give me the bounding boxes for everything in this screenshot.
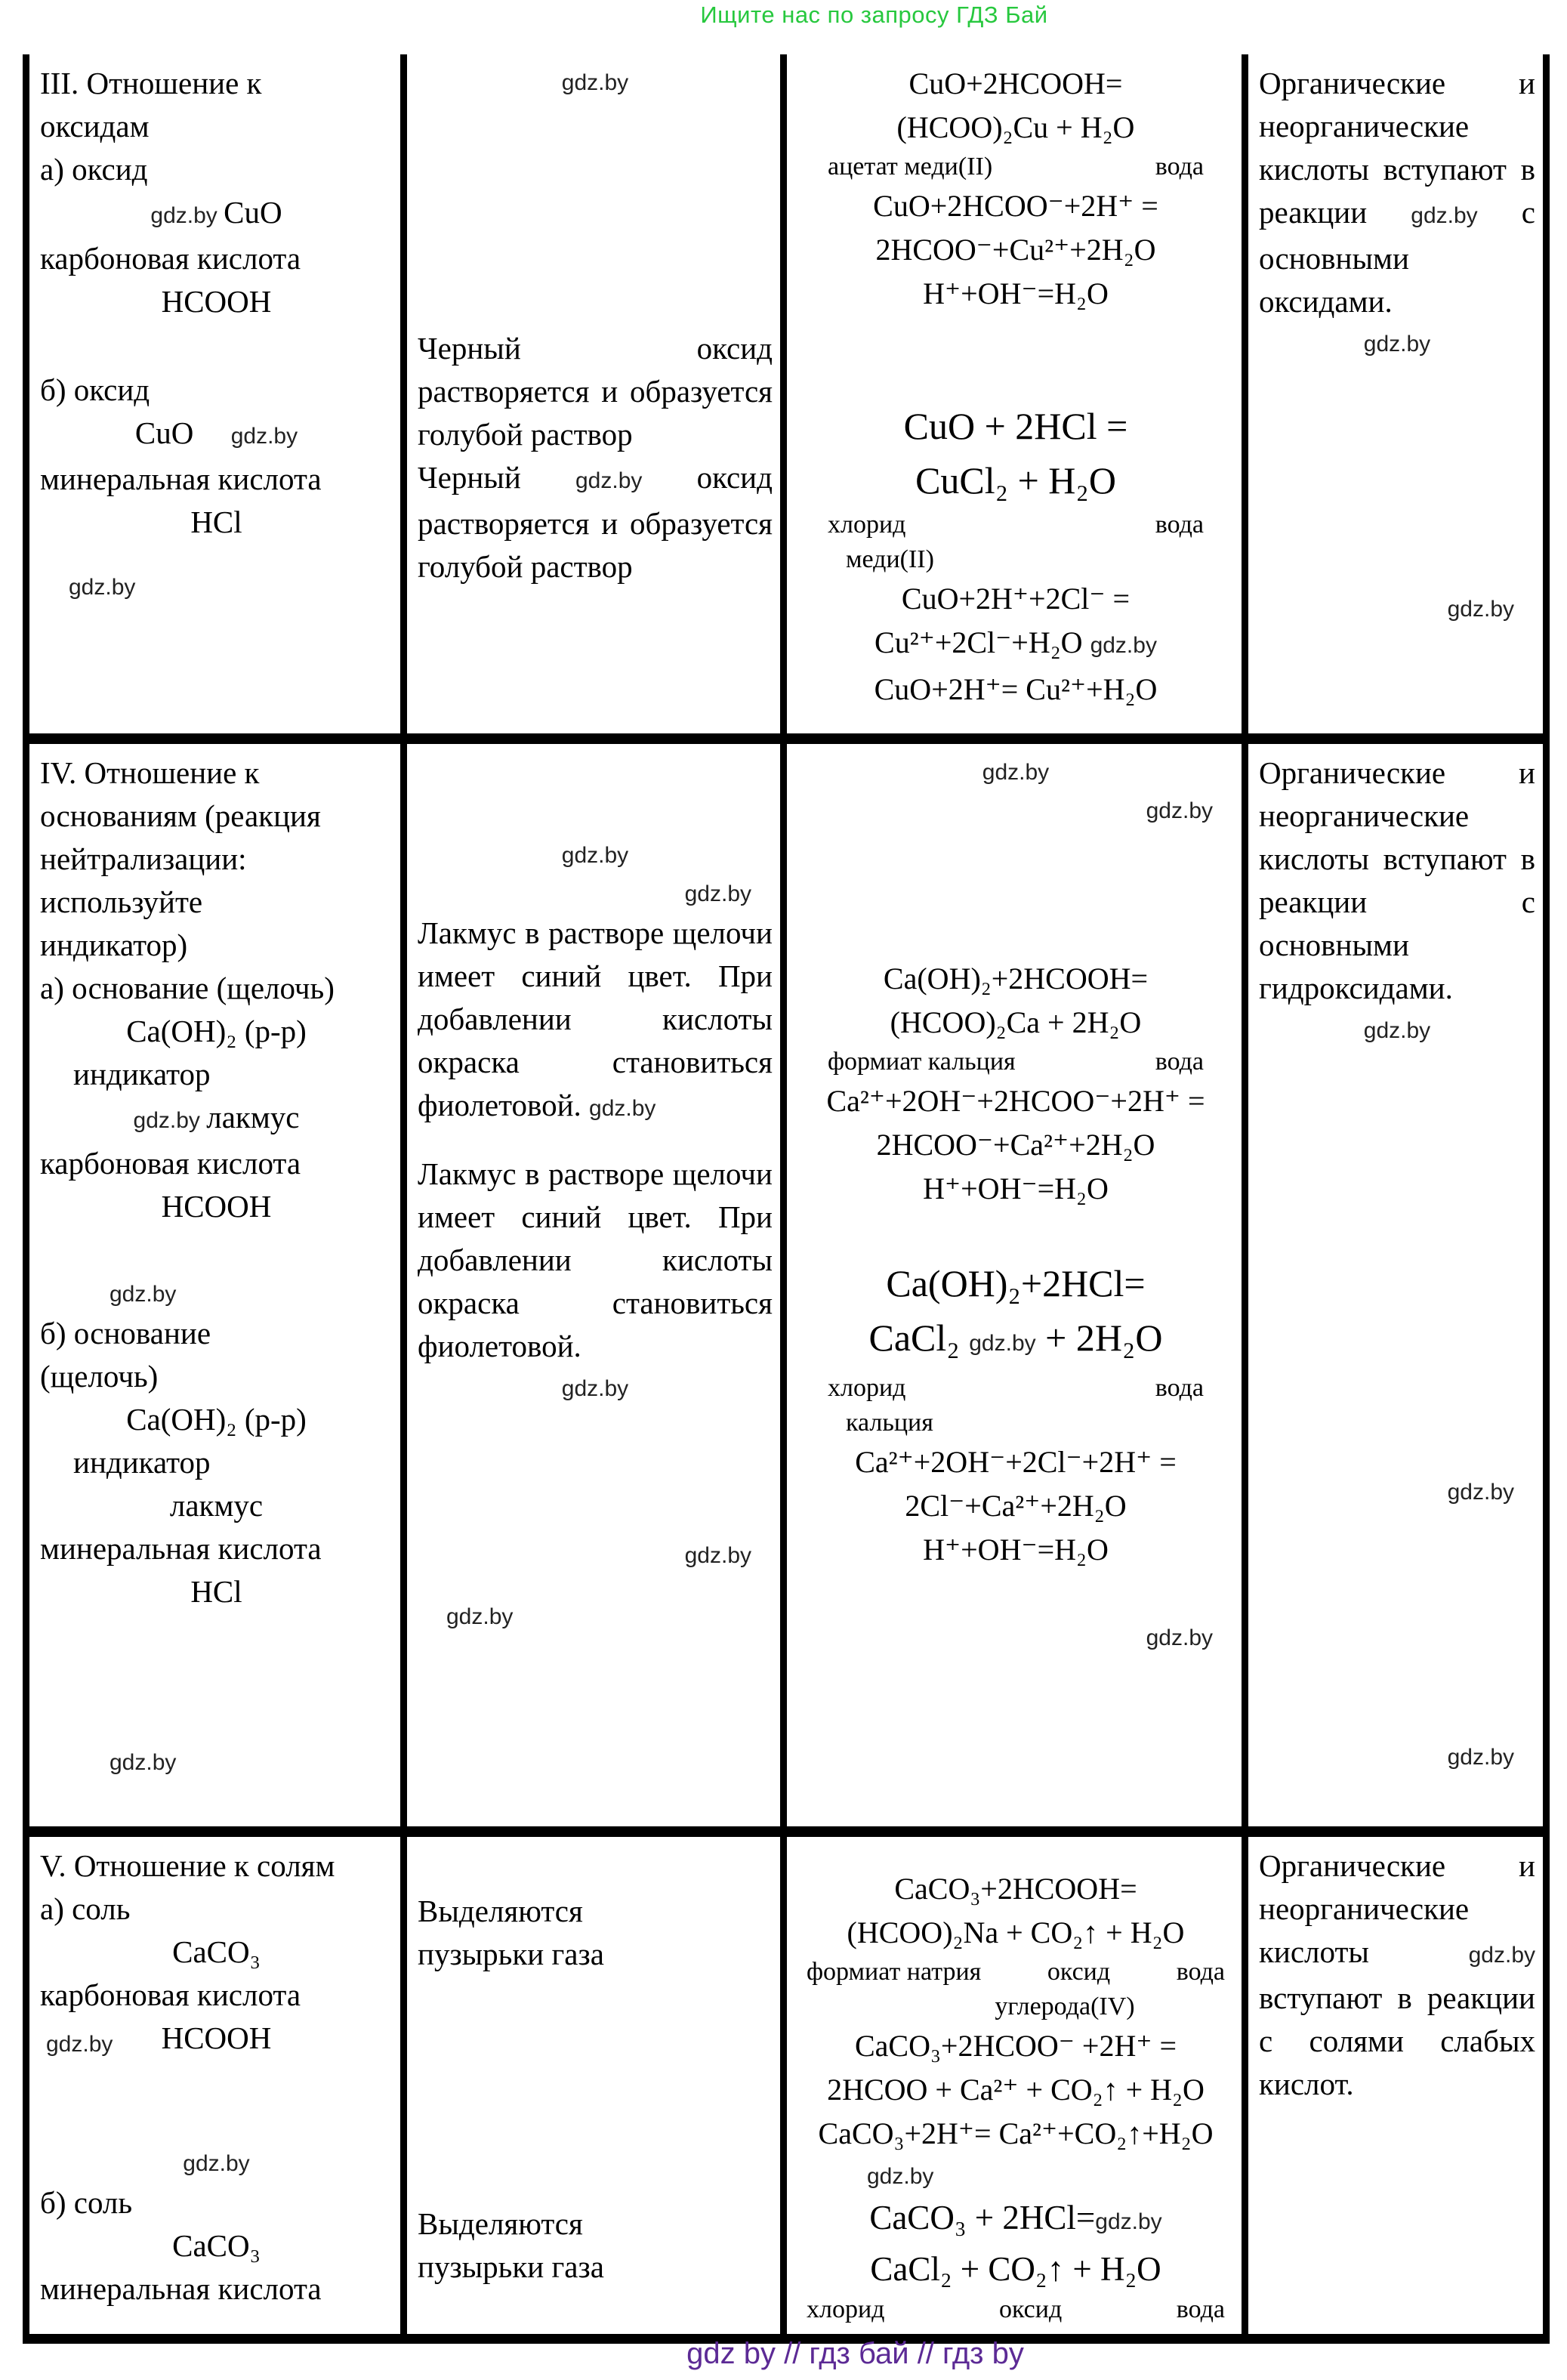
text-segment: используйте bbox=[40, 884, 203, 919]
watermark-line bbox=[418, 62, 773, 100]
text-segment: вода bbox=[1155, 1374, 1204, 1402]
text-segment: CaCO₃ bbox=[172, 2228, 261, 2263]
text-segment: кальция bbox=[846, 1409, 933, 1437]
text-line bbox=[418, 327, 773, 456]
text-segment: HCOOH bbox=[161, 284, 272, 319]
label-line bbox=[797, 1045, 1234, 1079]
equation-line bbox=[797, 1867, 1234, 1911]
text-segment: пузырьки газа bbox=[418, 1937, 604, 1971]
text-line bbox=[40, 1312, 393, 1355]
cell-salts-equations bbox=[787, 1837, 1248, 2334]
text-segment: Cu²⁺+2Cl⁻+H₂O bbox=[874, 625, 1090, 659]
text-segment: хлорид bbox=[828, 511, 906, 539]
text-segment: Ca²⁺+2OH⁻+2Cl⁻+2H⁺ = bbox=[855, 1445, 1177, 1479]
text-line bbox=[40, 280, 393, 323]
text-line bbox=[1259, 1844, 1535, 2106]
text-segment: 2Cl⁻+Ca²⁺+2H₂O bbox=[905, 1489, 1127, 1523]
spacer bbox=[797, 316, 1234, 399]
gdz-watermark: gdz.by bbox=[969, 1331, 1036, 1356]
cell-salts-conclusion bbox=[1248, 1837, 1543, 2334]
text-line bbox=[40, 1888, 393, 1931]
text-line bbox=[40, 2267, 393, 2311]
watermark-line bbox=[1259, 1010, 1535, 1048]
properties-table bbox=[23, 54, 1550, 2344]
equation-line bbox=[797, 1484, 1234, 1528]
text-segment: оксидам bbox=[40, 109, 150, 144]
gdz-watermark: gdz.by bbox=[589, 1096, 656, 1121]
text-segment: ацетат меди(II) bbox=[828, 153, 993, 181]
text-segment: CuO+2HCOO⁻+2H⁺ = bbox=[873, 189, 1158, 223]
equation-line bbox=[797, 1001, 1234, 1045]
watermark-line bbox=[797, 752, 1234, 790]
equation-line bbox=[797, 668, 1234, 712]
equation-line bbox=[797, 1440, 1234, 1484]
cell-oxides-observations bbox=[407, 54, 787, 744]
label-line bbox=[797, 1990, 1234, 2024]
spacer bbox=[797, 1211, 1234, 1256]
text-segment: CaCO₃ + 2HCl= bbox=[869, 2199, 1096, 2236]
gdz-watermark: gdz.by bbox=[561, 70, 629, 95]
gdz-watermark: gdz.by bbox=[1363, 332, 1431, 357]
text-segment: карбоновая кислота bbox=[40, 1977, 301, 2012]
cell-salts-observations bbox=[407, 1837, 787, 2334]
gdz-watermark: gdz.by bbox=[1447, 597, 1514, 622]
promo-banner: Ищите нас по запросу ГДЗ Бай bbox=[700, 2, 1048, 28]
spacer bbox=[418, 1573, 773, 1596]
gdz-watermark: gdz.by bbox=[183, 2151, 250, 2176]
gdz-watermark: gdz.by bbox=[1146, 798, 1213, 823]
text-segment: Органические и неорганические кислоты вступают в реакции bbox=[1259, 66, 1535, 230]
spacer bbox=[40, 1228, 393, 1273]
gdz-watermark: gdz.by bbox=[1095, 2209, 1162, 2234]
text-segment: а) основание (щелочь) bbox=[40, 971, 335, 1005]
text-line bbox=[40, 1398, 393, 1441]
text-segment: формиат кальция bbox=[828, 1048, 1016, 1076]
text-segment: а) соль bbox=[40, 1891, 131, 1926]
text-segment: Ca²⁺+2OH⁻+2HCOO⁻+2H⁺ = bbox=[826, 1084, 1205, 1118]
text-segment: минеральная кислота bbox=[40, 2271, 322, 2306]
text-segment: (HCOO)₂Cu + H₂O bbox=[896, 110, 1135, 144]
text-line bbox=[40, 1974, 393, 2017]
text-segment: пузырьки газа bbox=[418, 2249, 604, 2284]
equation-line bbox=[797, 577, 1234, 621]
text-line bbox=[40, 1185, 393, 1228]
watermark-line bbox=[1259, 323, 1535, 362]
equation-line bbox=[797, 1079, 1234, 1123]
text-segment: лакмус bbox=[169, 1488, 264, 1523]
text-line bbox=[40, 1096, 393, 1142]
watermark-line bbox=[797, 790, 1234, 829]
gdz-watermark: gdz.by bbox=[1411, 203, 1478, 228]
watermark-line bbox=[40, 2143, 393, 2181]
text-segment: H⁺+OH⁻=H₂O bbox=[923, 1533, 1109, 1567]
text-segment: CuO+2HCOOH= bbox=[908, 66, 1123, 100]
equation-line bbox=[797, 1911, 1234, 1955]
text-line bbox=[418, 912, 773, 1130]
spacer bbox=[1259, 1048, 1535, 1471]
text-segment: HCOOH bbox=[161, 1189, 272, 1224]
text-line bbox=[40, 1441, 393, 1484]
watermark-line bbox=[418, 835, 773, 873]
text-line bbox=[418, 2246, 773, 2289]
text-line bbox=[40, 369, 393, 412]
watermark-line bbox=[1259, 588, 1535, 627]
text-segment: формиат натрия bbox=[807, 1958, 982, 1986]
watermark-line bbox=[418, 1535, 773, 1573]
text-line bbox=[40, 2181, 393, 2224]
gdz-watermark: gdz.by bbox=[110, 1282, 177, 1307]
spacer bbox=[797, 829, 1234, 957]
gdz-watermark: gdz.by bbox=[46, 2032, 113, 2057]
text-segment: Ca(OH)₂ (р-р) bbox=[126, 1014, 307, 1048]
spacer bbox=[40, 544, 393, 566]
text-segment: хлорид bbox=[807, 2295, 885, 2323]
text-line bbox=[40, 1527, 393, 1570]
gdz-watermark: gdz.by bbox=[684, 881, 751, 906]
label-line bbox=[797, 542, 1234, 577]
equation-line bbox=[797, 184, 1234, 228]
text-segment: б) основание bbox=[40, 1316, 211, 1351]
equation-line bbox=[797, 957, 1234, 1001]
text-segment: с основными оксидами. bbox=[1259, 195, 1536, 319]
text-line bbox=[418, 1153, 773, 1368]
spacer bbox=[1259, 1510, 1535, 1736]
text-line bbox=[40, 795, 393, 838]
gdz-watermark: gdz.by bbox=[575, 468, 643, 493]
text-line bbox=[40, 62, 393, 105]
cell-bases-substances bbox=[29, 744, 407, 1837]
text-segment: б) оксид bbox=[40, 372, 150, 407]
text-segment: меди(II) bbox=[846, 545, 934, 573]
text-segment: карбоновая кислота bbox=[40, 1146, 301, 1181]
gdz-watermark: gdz.by bbox=[446, 1604, 514, 1629]
text-segment: оксид bbox=[998, 2295, 1063, 2323]
label-line bbox=[797, 150, 1234, 184]
text-segment: вступают в реакции с солями слабых кислот. bbox=[1259, 1980, 1535, 2101]
spacer bbox=[418, 1844, 773, 1890]
text-segment: CuO+2H⁺= Cu²⁺+H₂O bbox=[874, 672, 1158, 706]
text-segment: Черный оксид растворяется и образуется голубой раствор bbox=[418, 331, 773, 452]
text-segment: оксид растворяется и образуется голубой раствор bbox=[418, 460, 773, 584]
gdz-watermark: gdz.by bbox=[110, 1750, 177, 1775]
text-line bbox=[40, 1142, 393, 1185]
text-line bbox=[40, 838, 393, 881]
text-line bbox=[40, 752, 393, 795]
equation-line bbox=[797, 2194, 1234, 2246]
cell-salts-substances bbox=[29, 1837, 407, 2334]
watermark-line bbox=[797, 2156, 1234, 2194]
spacer bbox=[797, 1844, 1234, 1867]
equation-line bbox=[797, 228, 1234, 272]
gdz-watermark: gdz.by bbox=[1363, 1018, 1431, 1043]
text-segment: CuO bbox=[224, 195, 282, 230]
text-line bbox=[418, 1890, 773, 1933]
text-segment: Ca(OH)₂+2HCOOH= bbox=[883, 962, 1149, 996]
text-line bbox=[40, 1931, 393, 1974]
spacer bbox=[1259, 362, 1535, 588]
text-segment: CaCl₂ + CO₂↑ + H₂O bbox=[870, 2250, 1161, 2288]
text-segment: 2HCOO⁻+Cu²⁺+2H₂O bbox=[875, 233, 1156, 267]
text-segment: а) оксид bbox=[40, 152, 148, 187]
label-line bbox=[797, 1955, 1234, 1990]
text-segment: CaCO₃ bbox=[172, 1934, 261, 1969]
gdz-watermark: gdz.by bbox=[684, 1543, 751, 1568]
text-segment: минеральная кислота bbox=[40, 461, 322, 496]
text-segment: CuO + 2HCl = bbox=[903, 405, 1128, 447]
text-segment: HCl bbox=[190, 505, 242, 539]
text-segment: H⁺+OH⁻=H₂O bbox=[923, 276, 1109, 310]
text-line bbox=[40, 1570, 393, 1613]
cell-oxides-equations bbox=[787, 54, 1248, 744]
gdz-watermark: gdz.by bbox=[982, 760, 1050, 785]
gdz-watermark: gdz.by bbox=[561, 843, 629, 868]
equation-line bbox=[797, 1256, 1234, 1310]
text-line bbox=[40, 1010, 393, 1053]
text-line bbox=[40, 191, 393, 237]
text-segment: CuO bbox=[134, 415, 225, 450]
text-segment: Выделяются bbox=[418, 1894, 583, 1928]
watermark-line bbox=[1259, 1736, 1535, 1775]
equation-line bbox=[797, 2246, 1234, 2292]
spacer bbox=[418, 100, 773, 327]
text-segment: карбоновая кислота bbox=[40, 241, 301, 276]
gdz-watermark: gdz.by bbox=[133, 1108, 207, 1133]
spacer bbox=[40, 2060, 393, 2143]
equation-line bbox=[797, 272, 1234, 316]
text-segment: б) соль bbox=[40, 2185, 133, 2220]
text-line bbox=[40, 924, 393, 967]
text-segment: Ca(OH)₂+2HCl= bbox=[886, 1262, 1146, 1304]
spacer bbox=[40, 1613, 393, 1742]
watermark-line bbox=[40, 1742, 393, 1780]
text-segment: вода bbox=[1155, 153, 1204, 181]
text-segment: IV. Отношение к bbox=[40, 755, 260, 790]
label-line bbox=[797, 1406, 1234, 1440]
text-segment: HCl bbox=[190, 1574, 242, 1609]
spacer bbox=[418, 752, 773, 835]
text-segment: CaCl₂ bbox=[868, 1317, 970, 1359]
equation-line bbox=[797, 1123, 1234, 1167]
equation-line bbox=[797, 62, 1234, 106]
text-segment: нейтрализации: bbox=[40, 841, 247, 876]
spacer bbox=[418, 1976, 773, 2203]
cell-bases-equations bbox=[787, 744, 1248, 1837]
text-line bbox=[40, 1355, 393, 1398]
gdz-watermark: gdz.by bbox=[867, 2164, 934, 2189]
text-segment: Органические и неорганические кислоты вступают в реакции с основными гидроксидами. bbox=[1259, 755, 1535, 1005]
spacer bbox=[418, 1130, 773, 1153]
watermark-line bbox=[418, 873, 773, 912]
equation-line bbox=[797, 2024, 1234, 2068]
spacer bbox=[797, 1572, 1234, 1617]
text-line bbox=[1259, 62, 1535, 323]
text-segment: CuCl₂ + H₂O bbox=[915, 459, 1116, 502]
text-line bbox=[40, 148, 393, 191]
watermark-line bbox=[418, 1368, 773, 1406]
text-segment: V. Отношение к солям bbox=[40, 1848, 335, 1883]
text-line bbox=[1259, 752, 1535, 1010]
text-segment: индикатор bbox=[73, 1445, 211, 1480]
text-segment: лакмус bbox=[206, 1100, 300, 1134]
text-segment: + 2H₂O bbox=[1035, 1317, 1163, 1359]
text-segment: Лакмус в растворе щелочи имеет синий цвет. При добавлении кислоты окраска становиться фиолетовой. bbox=[418, 1156, 773, 1363]
text-line bbox=[40, 105, 393, 148]
equation-line bbox=[797, 106, 1234, 150]
text-segment: CaCO₃+2HCOOH= bbox=[894, 1872, 1137, 1906]
gdz-watermark: gdz.by bbox=[69, 575, 136, 600]
equation-line bbox=[797, 2068, 1234, 2112]
text-segment: 2HCOO + Ca²⁺ + CO₂↑ + H₂O bbox=[827, 2073, 1205, 2107]
gdz-watermark: gdz.by bbox=[1146, 1625, 1213, 1650]
text-segment: Выделяются bbox=[418, 2206, 583, 2241]
text-segment: CuO+2H⁺+2Cl⁻ = bbox=[901, 582, 1131, 616]
text-segment: (HCOO)₂Ca + 2H₂O bbox=[890, 1005, 1142, 1039]
text-line bbox=[40, 967, 393, 1010]
gdz-watermark: gdz.by bbox=[1090, 633, 1157, 658]
label-line bbox=[797, 2292, 1234, 2327]
gdz-watermark: gdz.by bbox=[224, 424, 298, 449]
spacer bbox=[40, 323, 393, 369]
text-segment: индикатор bbox=[73, 1057, 211, 1091]
text-segment: хлорид bbox=[828, 1374, 906, 1402]
text-line bbox=[40, 412, 393, 458]
gdz-watermark: gdz.by bbox=[150, 203, 224, 228]
text-segment: H⁺+OH⁻=H₂O bbox=[923, 1171, 1109, 1205]
equation-line bbox=[797, 453, 1234, 508]
text-line bbox=[40, 2017, 393, 2060]
gdz-watermark: gdz.by bbox=[1468, 1943, 1535, 1968]
cell-bases-observations bbox=[407, 744, 787, 1837]
cell-oxides-conclusion bbox=[1248, 54, 1543, 744]
text-segment: (HCOO)₂Na + CO₂↑ + H₂O bbox=[847, 1915, 1185, 1949]
text-line bbox=[418, 456, 773, 588]
watermark-line bbox=[40, 1273, 393, 1312]
text-segment: III. Отношение к bbox=[40, 66, 262, 100]
text-segment: вода bbox=[1176, 1958, 1225, 1986]
watermark-line bbox=[418, 1596, 773, 1635]
text-segment: индикатор) bbox=[40, 928, 188, 962]
text-segment: HCOOH bbox=[161, 2020, 272, 2055]
equation-line bbox=[797, 1528, 1234, 1572]
text-segment: основаниям (реакция bbox=[40, 798, 321, 833]
watermark-line bbox=[40, 566, 393, 605]
text-segment: вода bbox=[1155, 1048, 1204, 1076]
equation-line bbox=[797, 399, 1234, 453]
equation-line bbox=[797, 1167, 1234, 1211]
text-line bbox=[40, 1484, 393, 1527]
text-line bbox=[40, 1053, 393, 1096]
watermark-line bbox=[1259, 1471, 1535, 1510]
gdz-watermark: gdz.by bbox=[561, 1376, 629, 1401]
text-segment: Ca(OH)₂ (р-р) bbox=[126, 1402, 307, 1437]
equation-line bbox=[797, 621, 1234, 668]
label-line bbox=[797, 508, 1234, 542]
text-line bbox=[40, 881, 393, 924]
text-segment: 2HCOO⁻+Ca²⁺+2H₂O bbox=[876, 1128, 1155, 1162]
text-segment: оксид bbox=[1047, 1958, 1111, 1986]
text-segment: вода bbox=[1155, 511, 1204, 539]
text-segment: Черный bbox=[418, 460, 575, 495]
footer-watermark: gdz by // гдз бай // гдз by bbox=[686, 2337, 1024, 2370]
text-segment: Органические и неорганические кислоты bbox=[1259, 1848, 1535, 1969]
text-segment: минеральная кислота bbox=[40, 1531, 322, 1566]
text-line bbox=[40, 2224, 393, 2267]
text-segment: Лакмус в растворе щелочи имеет синий цвет. При добавлении кислоты окраска становиться фиолетовой. bbox=[418, 915, 773, 1122]
text-line bbox=[418, 2203, 773, 2246]
gdz-watermark: gdz.by bbox=[1447, 1745, 1514, 1770]
cell-bases-conclusion bbox=[1248, 744, 1543, 1837]
label-line bbox=[797, 1371, 1234, 1406]
text-segment: CaCO₃+2HCOO⁻ +2H⁺ = bbox=[854, 2029, 1177, 2063]
equation-line bbox=[797, 2112, 1234, 2156]
text-line bbox=[40, 458, 393, 501]
watermark-line bbox=[797, 1617, 1234, 1656]
text-segment: углерода(IV) bbox=[995, 1993, 1135, 2020]
cell-oxides-substances bbox=[29, 54, 407, 744]
text-segment: вода bbox=[1176, 2295, 1225, 2323]
gdz-watermark: gdz.by bbox=[1447, 1480, 1514, 1505]
text-segment: CaCO₃+2H⁺= Ca²⁺+CO₂↑+H₂O bbox=[818, 2116, 1214, 2150]
text-line bbox=[40, 501, 393, 544]
text-line bbox=[418, 1933, 773, 1976]
text-segment: (щелочь) bbox=[40, 1359, 159, 1394]
text-line bbox=[40, 1844, 393, 1888]
equation-line bbox=[797, 1310, 1234, 1371]
spacer bbox=[418, 1406, 773, 1535]
text-line bbox=[40, 237, 393, 280]
